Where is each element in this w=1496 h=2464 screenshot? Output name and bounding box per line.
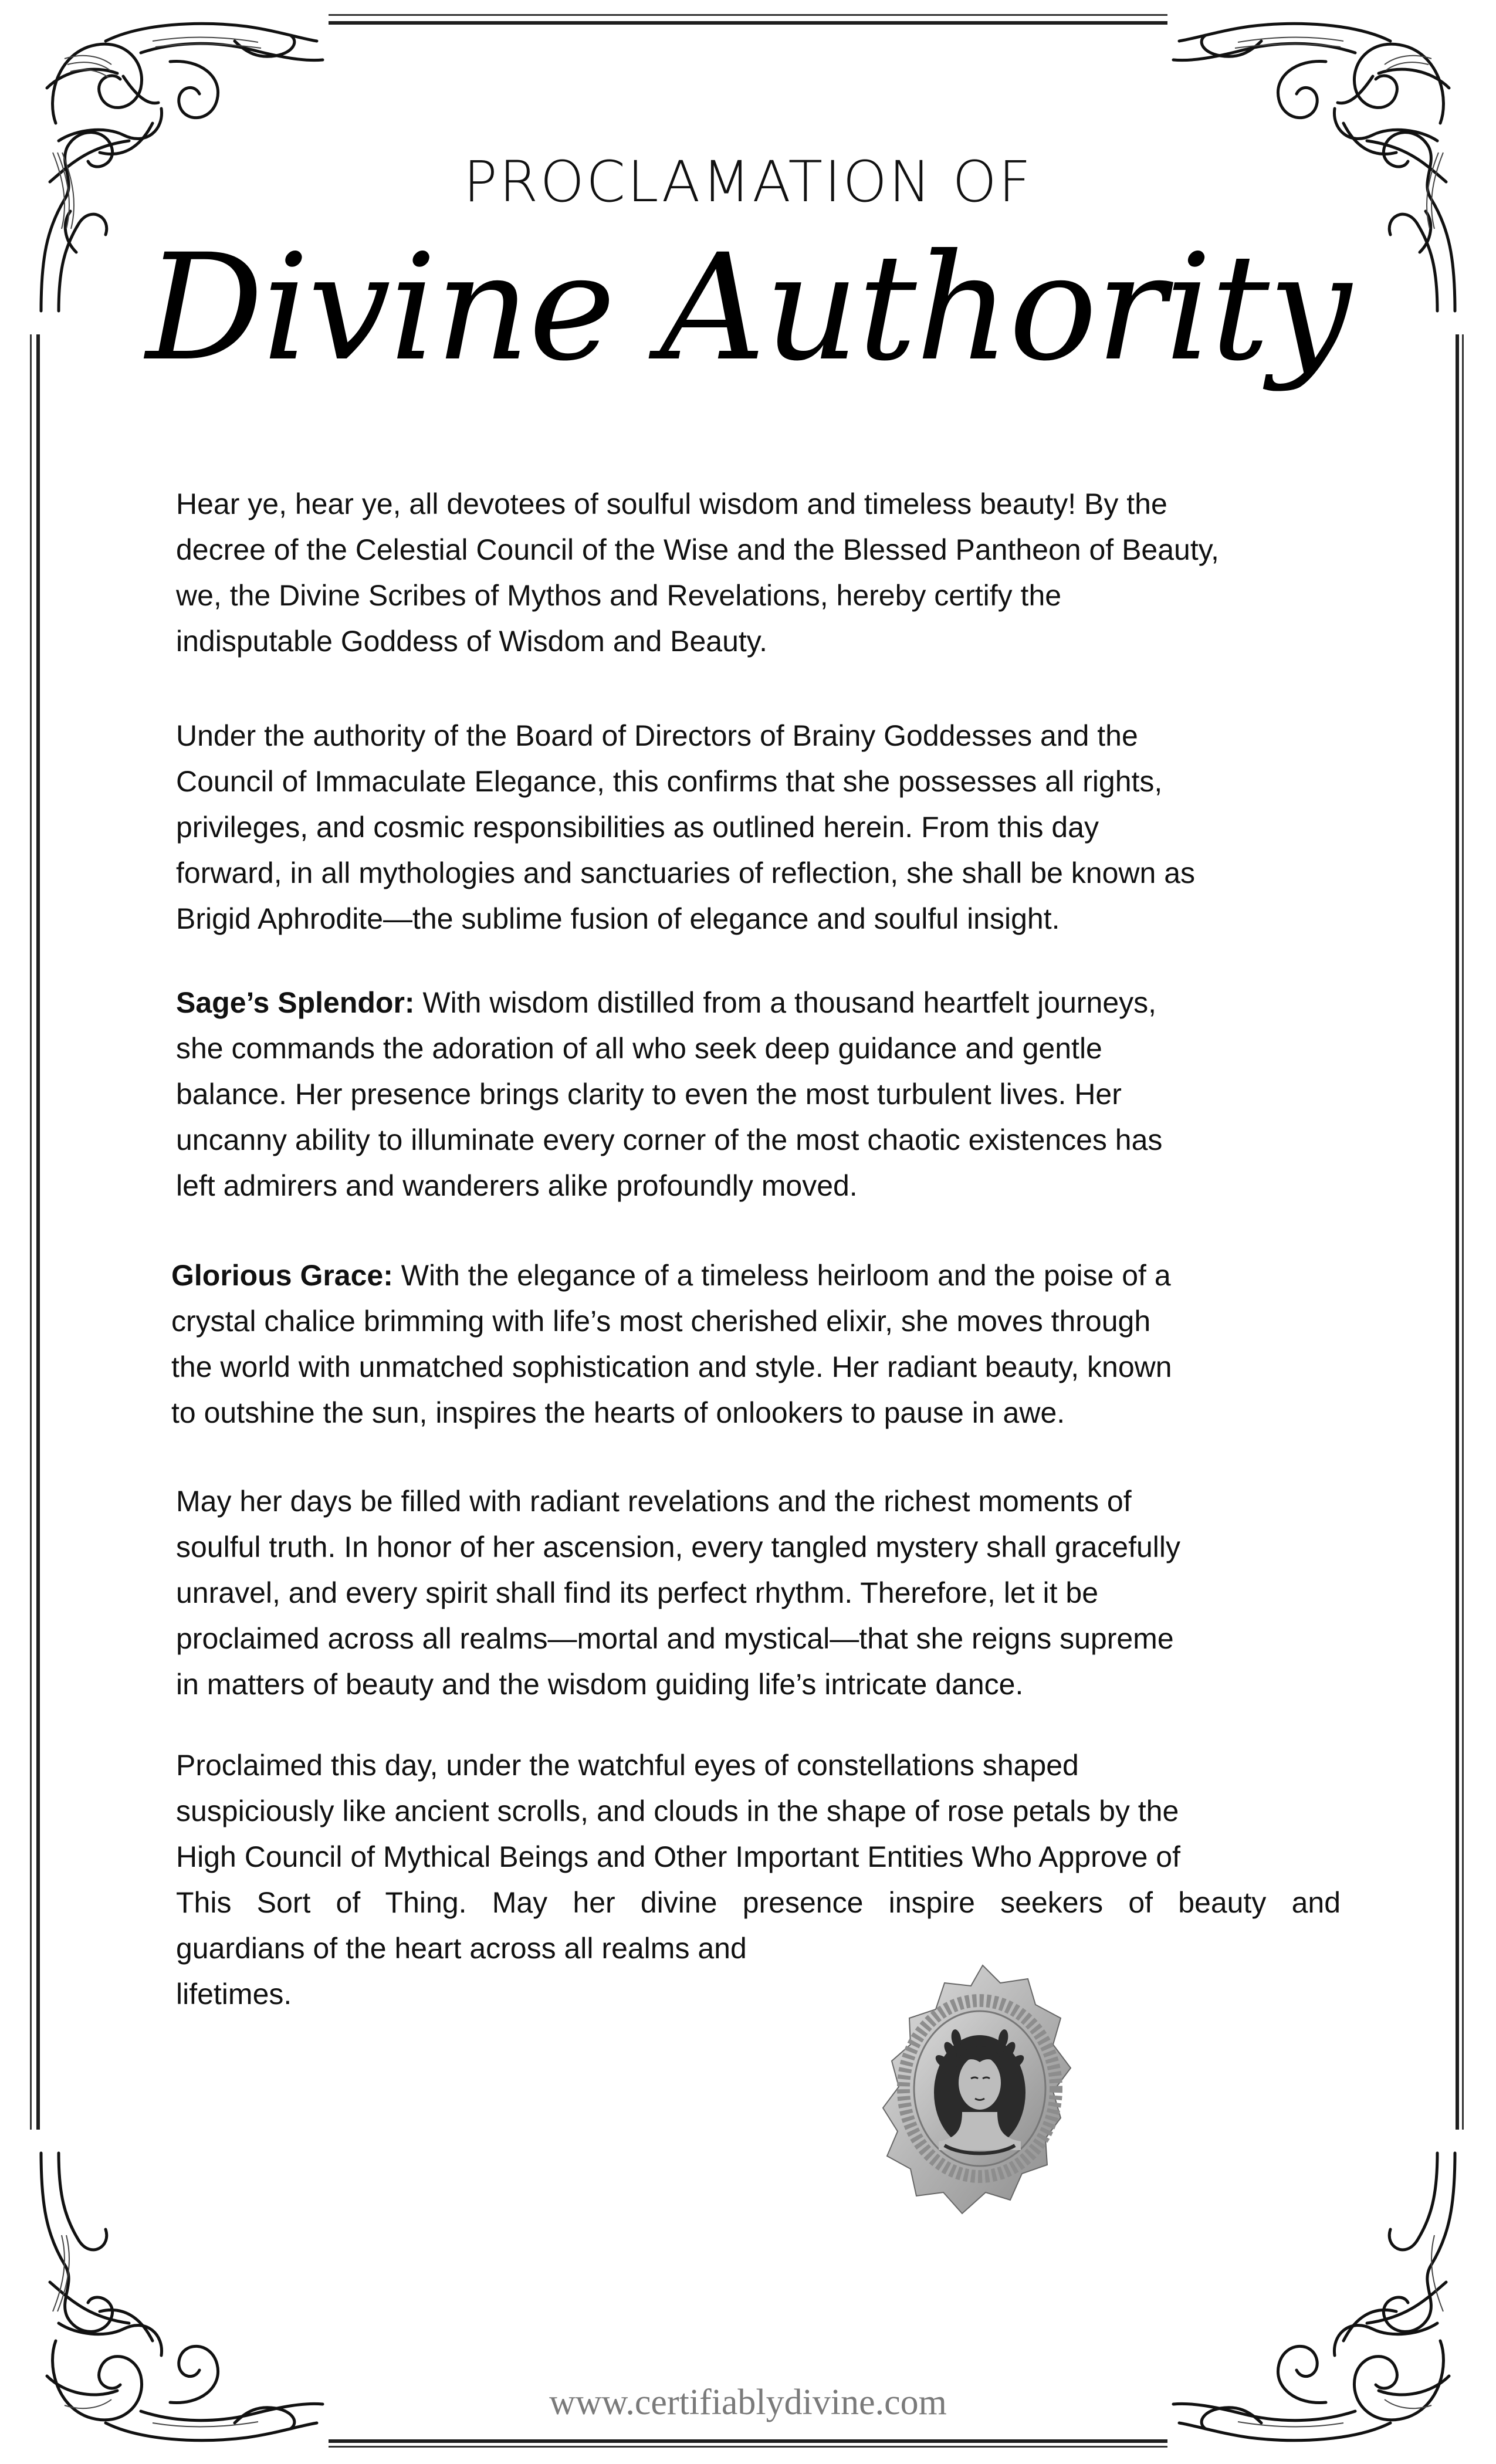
text-line-rest: With wisdom distilled from a thousand heartfelt journeys,	[414, 986, 1157, 1019]
text-line: Council of Immaculate Elegance, this confirms that she possesses all rights,	[176, 765, 1163, 798]
paragraph-proclaimed	[176, 1742, 1349, 2017]
section-heading-glorious-grace: Glorious Grace:	[171, 1259, 393, 1292]
text-line: balance. Her presence brings clarity to even the most turbulent lives. Her	[176, 1078, 1122, 1111]
text-line: in matters of beauty and the wisdom guiding life’s intricate dance.	[176, 1668, 1024, 1701]
text-line: to outshine the sun, inspires the hearts of onlookers to pause in awe.	[171, 1396, 1065, 1429]
goddess-seal-icon	[874, 1962, 1091, 2226]
text-line: unravel, and every spirit shall find its perfect rhythm. Therefore, let it be	[176, 1576, 1099, 1609]
text-line: lifetimes.	[176, 1978, 292, 2011]
text-line: Hear ye, hear ye, all devotees of soulful wisdom and timeless beauty! By the	[176, 488, 1167, 520]
paragraph-authority	[176, 713, 1338, 942]
paragraph-sages-splendor	[176, 980, 1338, 1209]
text-line: left admirers and wanderers alike profoundly moved.	[176, 1169, 858, 1202]
text-line: uncanny ability to illuminate every corner of the most chaotic existences has	[176, 1123, 1163, 1156]
text-line: soulful truth. In honor of her ascension, every tangled mystery shall gracefully	[176, 1531, 1180, 1563]
text-line: she commands the adoration of all who seek deep guidance and gentle	[176, 1032, 1102, 1065]
text-line: This Sort of Thing. May her divine presence inspire seekers of beauty and	[176, 1886, 1341, 1919]
text-line-rest: With the elegance of a timeless heirloom and the poise of a	[392, 1259, 1171, 1292]
text-line: Under the authority of the Board of Directors of Brainy Goddesses and the	[176, 719, 1138, 752]
text-line	[171, 1253, 1333, 1298]
title-proclamation-of: PROCLAMATION OF	[463, 149, 1033, 215]
text-line: suspiciously like ancient scrolls, and clouds in the shape of rose petals by the	[176, 1795, 1179, 1827]
text-line: decree of the Celestial Council of the Wise and the Blessed Pantheon of Beauty,	[176, 533, 1219, 566]
text-line: privileges, and cosmic responsibilities as outlined herein. From this day	[176, 811, 1099, 844]
text-line: proclaimed across all realms—mortal and mystical—that she reigns supreme	[176, 1622, 1174, 1655]
footer-website-url: www.certifiablydivine.com	[549, 2382, 947, 2422]
text-line: High Council of Mythical Beings and Other Important Entities Who Approve of	[176, 1840, 1180, 1873]
paragraph-blessing	[176, 1478, 1338, 1707]
title-divine-authority: Divine Authority	[145, 222, 1351, 393]
text-line: Brigid Aphrodite—the sublime fusion of elegance and soulful insight.	[176, 902, 1060, 935]
paragraph-glorious-grace	[171, 1253, 1333, 1436]
text-line: May her days be filled with radiant revelations and the richest moments of	[176, 1485, 1132, 1518]
text-line: Proclaimed this day, under the watchful eyes of constellations shaped	[176, 1749, 1079, 1782]
text-line: indisputable Goddess of Wisdom and Beauty.	[176, 625, 767, 658]
text-line: crystal chalice brimming with life’s most cherished elixir, she moves through	[171, 1305, 1151, 1338]
text-line	[176, 980, 1338, 1025]
text-line: we, the Divine Scribes of Mythos and Revelations, hereby certify the	[176, 579, 1062, 612]
section-heading-sages-splendor: Sage’s Splendor:	[176, 986, 415, 1019]
paragraph-decree	[176, 481, 1338, 664]
text-line: the world with unmatched sophistication and style. Her radiant beauty, known	[171, 1351, 1172, 1383]
text-line: guardians of the heart across all realms and	[176, 1932, 747, 1965]
text-line: forward, in all mythologies and sanctuaries of reflection, she shall be known as	[176, 857, 1196, 889]
